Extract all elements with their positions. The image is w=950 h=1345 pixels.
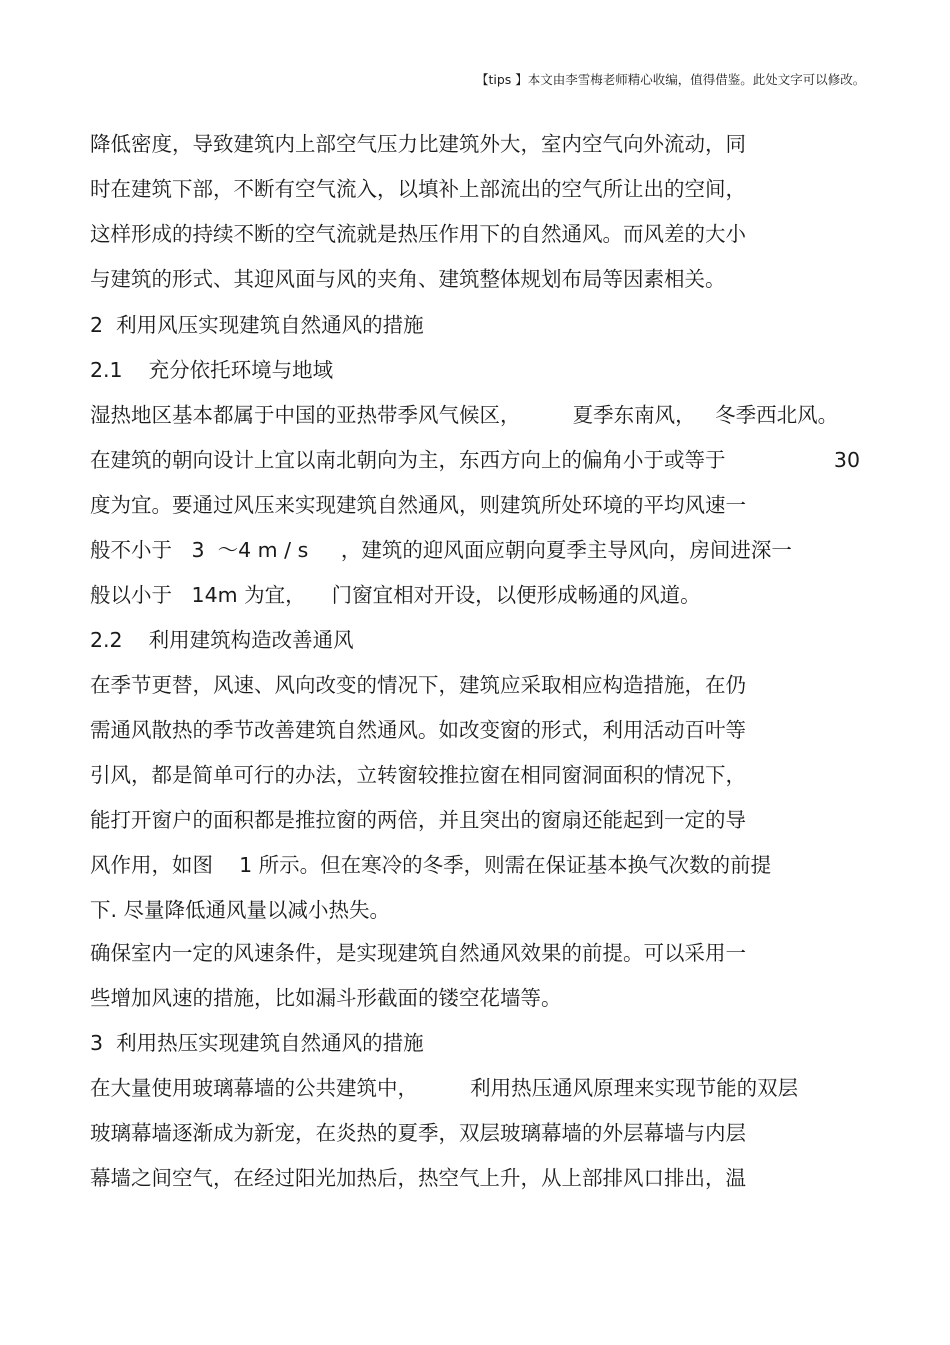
text-line: 与建筑的形式、其迎风面与风的夹角、建筑整体规划布局等因素相关。 — [90, 267, 726, 291]
text-line: 在季节更替，风速、风向改变的情况下，建筑应采取相应构造措施，在仍 — [90, 673, 746, 697]
text-line: 需通风散热的季节改善建筑自然通风。如改变窗的形式，利用活动百叶等 — [90, 718, 746, 742]
text-line: 风作用，如图 1 所示。但在寒冷的冬季，则需在保证基本换气次数的前提 — [90, 853, 772, 877]
section-heading: 2 利用风压实现建筑自然通风的措施 — [90, 313, 424, 337]
subsection-heading: 2.1 充分依托环境与地域 — [90, 358, 334, 382]
text-line: 在建筑的朝向设计上宜以南北朝向为主，东西方向上的偏角小于或等于 — [90, 448, 726, 472]
text-line: 般以小于 14m 为宜， 门窗宜相对开设，以便形成畅通的风道。 — [90, 583, 701, 607]
text-line: 下. 尽量降低通风量以减小热失。 — [90, 898, 391, 922]
text-line: 般不小于 3 ～4 m / s ，建筑的迎风面应朝向夏季主导风向，房间进深一 — [90, 538, 792, 562]
text-line: 些增加风速的措施，比如漏斗形截面的镂空花墙等。 — [90, 986, 562, 1010]
text-line-tail: 30 — [833, 448, 860, 472]
text-line: 度为宜。要通过风压来实现建筑自然通风，则建筑所处环境的平均风速一 — [90, 493, 746, 517]
tips-header: 【tips 】本文由李雪梅老师精心收编，值得借鉴。此处文字可以修改。 — [476, 72, 866, 87]
text-line: 幕墙之间空气，在经过阳光加热后，热空气上升，从上部排风口排出，温 — [90, 1166, 746, 1190]
text-line: 降低密度，导致建筑内上部空气压力比建筑外大，室内空气向外流动，同 — [90, 132, 746, 156]
text-line: 湿热地区基本都属于中国的亚热带季风气候区， 夏季东南风， 冬季西北风。 — [90, 403, 839, 427]
section-heading: 3 利用热压实现建筑自然通风的措施 — [90, 1031, 424, 1055]
subsection-heading: 2.2 利用建筑构造改善通风 — [90, 628, 354, 652]
text-line: 引风，都是简单可行的办法，立转窗较推拉窗在相同窗洞面积的情况下， — [90, 763, 746, 787]
text-line: 这样形成的持续不断的空气流就是热压作用下的自然通风。而风差的大小 — [90, 222, 746, 246]
text-line: 时在建筑下部，不断有空气流入，以填补上部流出的空气所让出的空间， — [90, 177, 746, 201]
text-line: 能打开窗户的面积都是推拉窗的两倍，并且突出的窗扇还能起到一定的导 — [90, 808, 746, 832]
text-line: 在大量使用玻璃幕墙的公共建筑中， 利用热压通风原理来实现节能的双层 — [90, 1076, 799, 1100]
text-line: 确保室内一定的风速条件，是实现建筑自然通风效果的前提。可以采用一 — [90, 941, 746, 965]
text-line: 玻璃幕墙逐渐成为新宠，在炎热的夏季，双层玻璃幕墙的外层幕墙与内层 — [90, 1121, 746, 1145]
